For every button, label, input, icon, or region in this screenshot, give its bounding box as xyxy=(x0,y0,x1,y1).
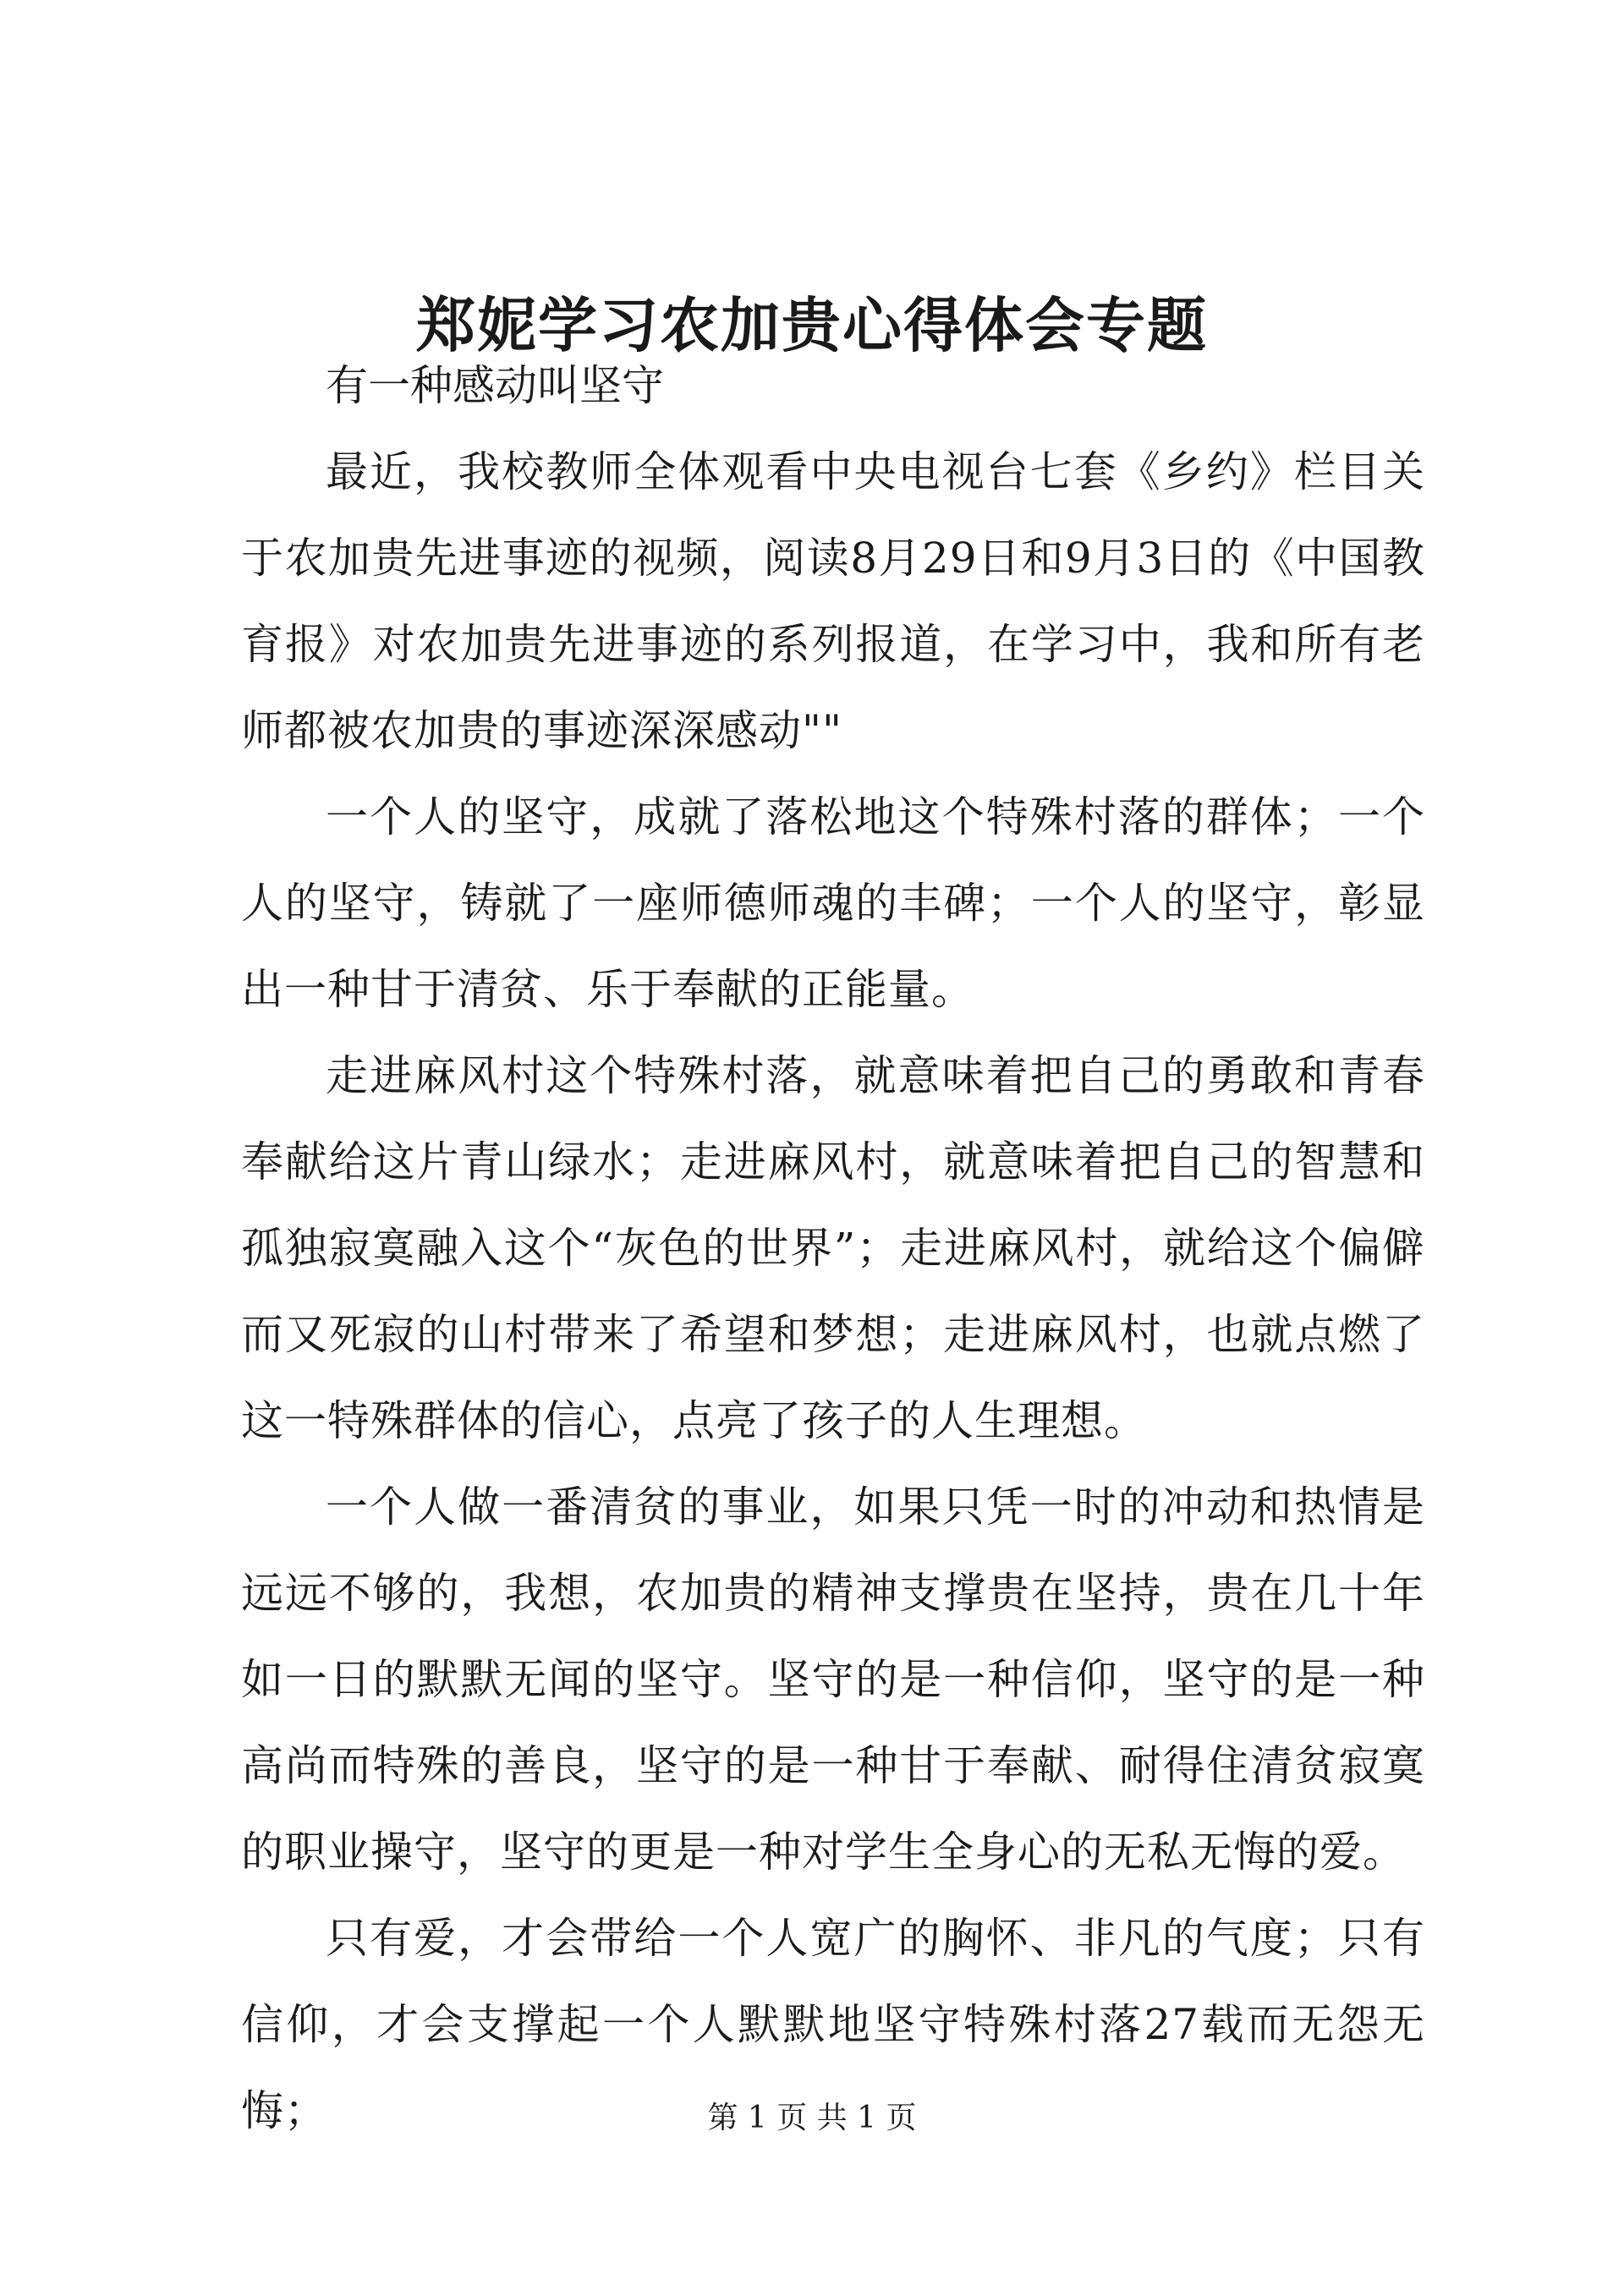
paragraph-4: 一个人做一番清贫的事业，如果只凭一时的冲动和热情是远远不够的，我想，农加贵的精神支撑贵在坚持，贵在几十年如一日的默默无闻的坚守。坚守的是一种信仰，坚守的是一种高尚而特殊的善良，坚守的是一种甘于奉献、耐得住清贫寂寞的职业操守，坚守的更是一种对学生全身心的无私无悔的爱。 xyxy=(241,1482,1425,1877)
paragraph-2: 一个人的坚守，成就了落松地这个特殊村落的群体；一个人的坚守，铸就了一座师德师魂的丰碑；一个人的坚守，彰显出一种甘于清贫、乐于奉献的正能量。 xyxy=(241,792,1425,1014)
document-body xyxy=(241,342,1425,2154)
document-title: 郑妮学习农加贵心得体会专题 xyxy=(416,290,1208,360)
document-subtitle: 有一种感动叫坚守 xyxy=(326,361,664,410)
paragraph-5: 只有爱，才会带给一个人宽广的胸怀、非凡的气度；只有信仰，才会支撑起一个人默默地坚守特殊村落27载而无怨无悔； xyxy=(241,1914,1425,2135)
paragraph-1: 最近，我校教师全体观看中央电视台七套《乡约》栏目关于农加贵先进事迹的视频，阅读8月29日和9月3日的《中国教育报》对农加贵先进事迹的系列报道，在学习中，我和所有老师都被农加贵的事迹深深感动"" xyxy=(241,447,1425,755)
paragraph-3: 走进麻风村这个特殊村落，就意味着把自己的勇敢和青春奉献给这片青山绿水；走进麻风村，就意味着把自己的智慧和孤独寂寞融入这个“灰色的世界”；走进麻风村，就给这个偏僻而又死寂的山村带来了希望和梦想；走进麻风村，也就点燃了这一特殊群体的信心，点亮了孩子的人生理想。 xyxy=(241,1051,1425,1445)
page-footer: 第 1 页 共 1 页 xyxy=(707,2101,917,2135)
